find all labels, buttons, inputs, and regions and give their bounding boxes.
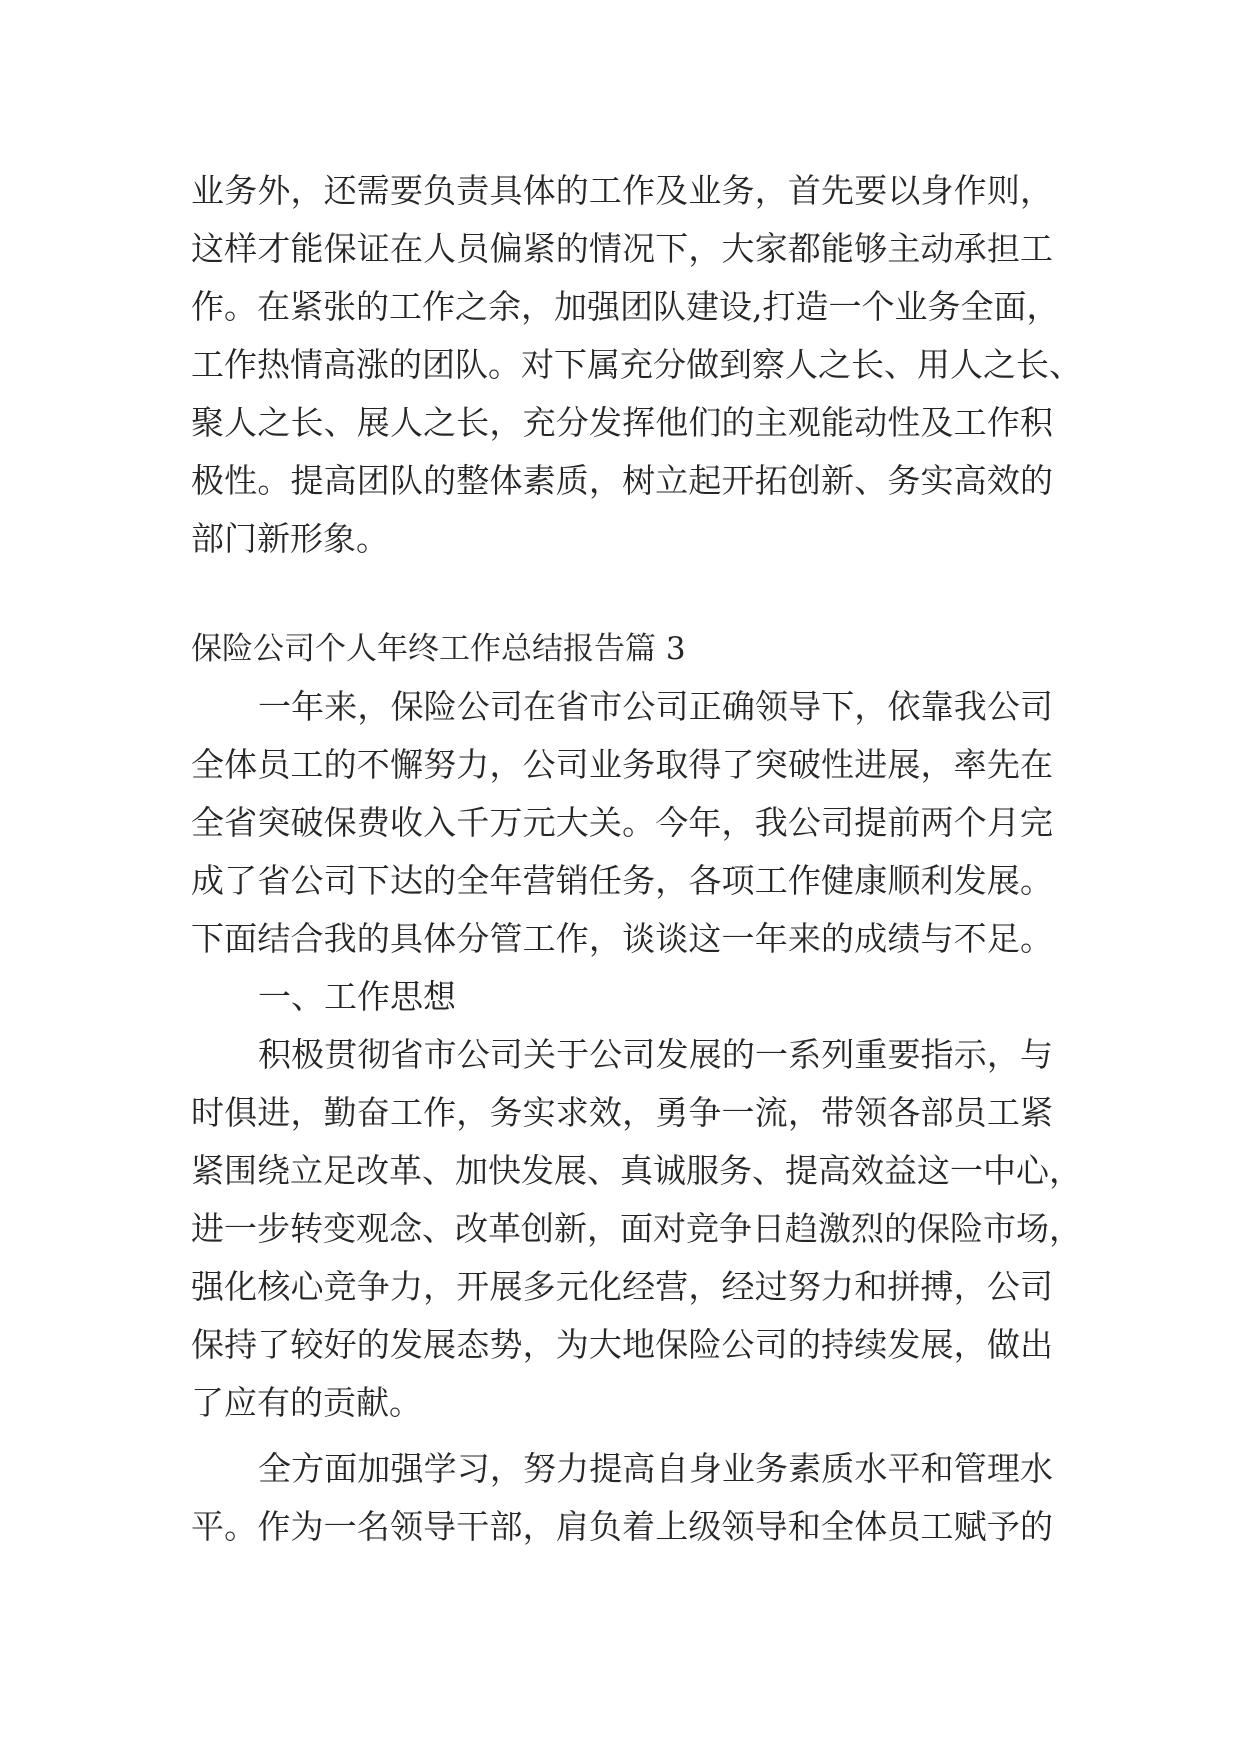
body-text-line: 极性。提高团队的整体素质，树立起开拓创新、务实高效的 <box>191 461 1053 500</box>
body-text-line: 部门新形象。 <box>191 519 389 558</box>
body-text-line: 积极贯彻省市公司关于公司发展的一系列重要指示，与 <box>258 1035 1053 1074</box>
body-text-line: 全方面加强学习，努力提高自身业务素质水平和管理水 <box>258 1449 1053 1488</box>
body-text-line: 工作热情高涨的团队。对下属充分做到察人之长、用人之长、 <box>191 345 1082 384</box>
body-text-line: 平。作为一名领导干部，肩负着上级领导和全体员工赋予的 <box>191 1507 1053 1546</box>
body-text-line: 全省突破保费收入千万元大关。今年，我公司提前两个月完 <box>191 803 1053 842</box>
body-text-line: 紧围绕立足改革、加快发展、真诚服务、提高效益这一中心， <box>191 1151 1082 1190</box>
body-text-line: 全体员工的不懈努力，公司业务取得了突破性进展，率先在 <box>191 745 1053 784</box>
body-text-line: 聚人之长、展人之长，充分发挥他们的主观能动性及工作积 <box>191 403 1053 442</box>
body-text-line: 保持了较好的发展态势，为大地保险公司的持续发展，做出 <box>191 1325 1053 1364</box>
body-text-line: 这样才能保证在人员偏紧的情况下，大家都能够主动承担工 <box>191 229 1053 268</box>
subheading: 一、工作思想 <box>258 977 456 1016</box>
body-text-line: 下面结合我的具体分管工作，谈谈这一年来的成绩与不足。 <box>191 919 1053 958</box>
body-text-line: 时俱进，勤奋工作，务实求效，勇争一流，带领各部员工紧 <box>191 1093 1053 1132</box>
body-text-line: 业务外，还需要负责具体的工作及业务，首先要以身作则， <box>191 171 1053 210</box>
body-text-line: 了应有的贡献。 <box>191 1383 422 1422</box>
body-text-line: 作。在紧张的工作之余，加强团队建设,打造一个业务全面， <box>191 287 1060 326</box>
body-text-line: 强化核心竞争力，开展多元化经营，经过努力和拼搏，公司 <box>191 1267 1053 1306</box>
section-title: 保险公司个人年终工作总结报告篇 3 <box>191 631 686 667</box>
body-text-line: 一年来，保险公司在省市公司正确领导下，依靠我公司 <box>258 687 1053 726</box>
body-text-line: 成了省公司下达的全年营销任务，各项工作健康顺利发展。 <box>191 861 1053 900</box>
body-text-line: 进一步转变观念、改革创新，面对竞争日趋激烈的保险市场， <box>191 1209 1082 1248</box>
